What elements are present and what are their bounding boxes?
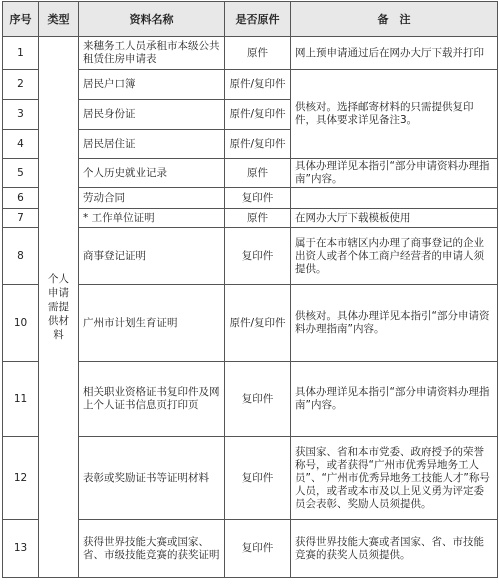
original-flag: 原件/复印件: [225, 285, 291, 362]
note-cell: 获国家、省和本市党委、政府授予的荣誉称号，或者获得“广州市优秀异地务工人员”、“广州市优秀异地务工技能人才”称号人员，或者或本市及以上见义勇为评定委员会表彰、奖励人员须提供。: [291, 437, 498, 520]
original-flag: 复印件: [225, 437, 291, 520]
document-sheet: [2, 1, 497, 578]
row-number: 5: [3, 159, 39, 188]
material-name: * 工作单位证明: [79, 209, 225, 228]
row-number: 8: [3, 228, 39, 285]
note-cell: 获得世界技能大赛或者国家、省、市技能竞赛的获奖人员须提供。: [291, 520, 498, 578]
header-original: 是否原件: [225, 2, 291, 37]
row-number: 3: [3, 100, 39, 130]
header-note: 备 注: [291, 2, 498, 37]
material-name: 个人历史就业记录: [79, 159, 225, 188]
original-flag: 复印件: [225, 188, 291, 209]
row-number: 4: [3, 130, 39, 159]
note-cell: 具体办理详见本指引“部分申请资料办理指南”内容。: [291, 362, 498, 437]
original-flag: 原件/复印件: [225, 70, 291, 100]
category-cell: [39, 37, 79, 578]
material-name: 广州市计划生育证明: [79, 285, 225, 362]
row-number: 7: [3, 209, 39, 228]
material-name: 获得世界技能大赛或国家、省、市级技能竞赛的获奖证明: [79, 520, 225, 578]
header-name: 资料名称: [79, 2, 225, 37]
material-name: 劳动合同: [79, 188, 225, 209]
header-no: 序号: [3, 2, 39, 37]
note-cell: [291, 188, 498, 209]
material-name: 居民身份证: [79, 100, 225, 130]
material-name: 相关职业资格证书复印件及网上个人证书信息页打印页: [79, 362, 225, 437]
row-number: 11: [3, 362, 39, 437]
material-name: 居民居住证: [79, 130, 225, 159]
note-cell: 属于在本市辖区内办理了商事登记的企业出资人或者个体工商户经营者的申请人须提供。: [291, 228, 498, 285]
table-row: [3, 37, 498, 70]
row-number: 12: [3, 437, 39, 520]
header-type: 类型: [39, 2, 79, 37]
material-name: 来穗务工人员承租市本级公共租赁住房申请表: [79, 37, 225, 70]
header-row: [3, 2, 498, 37]
original-flag: 原件/复印件: [225, 130, 291, 159]
original-flag: 原件: [225, 159, 291, 188]
row-number: 2: [3, 70, 39, 100]
original-flag: 复印件: [225, 228, 291, 285]
note-cell: 供核对。具体办理详见本指引“部分申请资料办理指南”内容。: [291, 285, 498, 362]
category-label: 个人申请需提供材料: [48, 273, 69, 341]
material-name: 居民户口簿: [79, 70, 225, 100]
materials-table: [2, 1, 498, 578]
row-number: 13: [3, 520, 39, 578]
row-number: 6: [3, 188, 39, 209]
original-flag: 复印件: [225, 520, 291, 578]
material-name: 商事登记证明: [79, 228, 225, 285]
material-name: 表彰或奖励证书等证明材料: [79, 437, 225, 520]
original-flag: 复印件: [225, 362, 291, 437]
original-flag: 原件: [225, 37, 291, 70]
note-cell: 供核对。选择邮寄材料的只需提供复印件，具体要求详见备注3。: [291, 70, 498, 159]
row-number: 10: [3, 285, 39, 362]
note-cell: 网上预申请通过后在网办大厅下载并打印: [291, 37, 498, 70]
row-number: 1: [3, 37, 39, 70]
note-cell: 在网办大厅下载模板使用: [291, 209, 498, 228]
note-cell: 具体办理详见本指引“部分申请资料办理指南”内容。: [291, 159, 498, 188]
original-flag: 原件/复印件: [225, 100, 291, 130]
original-flag: 原件: [225, 209, 291, 228]
